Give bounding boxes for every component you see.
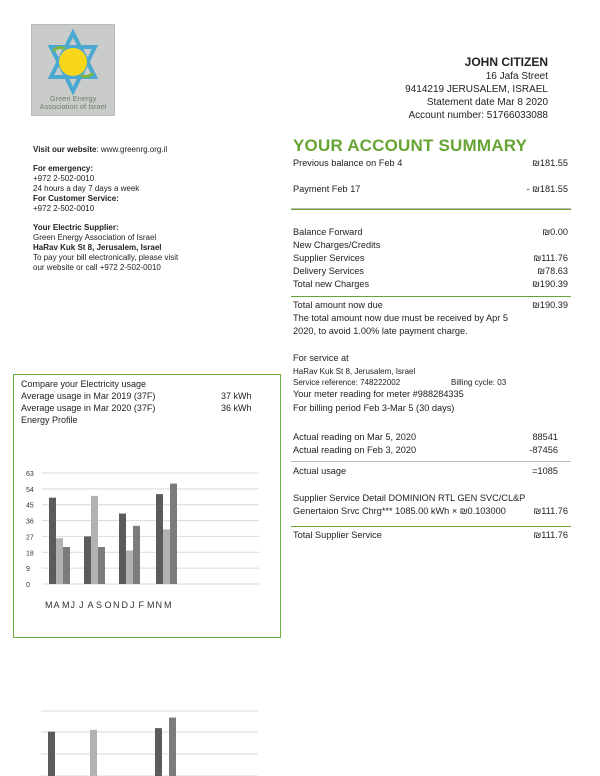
supplier-name: Green Energy Association of Israel [33, 233, 157, 242]
website-label: Visit our website [33, 145, 97, 154]
delivery-services-label: Delivery Services [293, 266, 364, 276]
usage-bar [155, 728, 162, 776]
total-supplier-amount: ₪111.76 [533, 530, 568, 540]
avg-2019-label: Average usage in Mar 2019 (37F) [21, 391, 156, 401]
usage-bar [163, 529, 170, 584]
y-tick-label: 36 [26, 518, 34, 526]
generation-charge-row [293, 505, 568, 517]
usage-bar [56, 538, 63, 584]
previous-balance-row [293, 157, 568, 169]
payment-label: Payment Feb 17 [293, 184, 361, 194]
actual-usage-row [293, 465, 568, 477]
billing-cycle: Billing cycle: 03 [451, 378, 507, 387]
usage-bar [84, 536, 91, 584]
pay-note-line1: To pay your bill electronically, please visit [33, 253, 179, 262]
previous-balance-amount: ₪181.55 [532, 158, 568, 168]
divider [291, 296, 571, 297]
usage-bar [48, 732, 55, 776]
usage-box-title: Compare your Electricity usage [21, 379, 147, 389]
customer-city: 9414219 JERUSALEM, ISRAEL [405, 84, 548, 95]
meter-reading-line: Your meter reading for meter #988284335 [293, 389, 464, 399]
customer-name: JOHN CITIZEN [464, 55, 548, 69]
logo-name-line1: Green Energy [49, 94, 97, 103]
usage-bar [126, 551, 133, 584]
service-reference: Service reference: 748222002 [293, 378, 401, 387]
energy-profile-chart [14, 465, 280, 625]
usage-bar [133, 526, 140, 584]
usage-bar [49, 498, 56, 584]
x-tick-label: M [62, 600, 70, 610]
x-tick-label: A [87, 600, 94, 610]
balance-forward-label: Balance Forward [293, 227, 363, 237]
total-supplier-label: Total Supplier Service [293, 530, 382, 540]
reading-mar-row [293, 431, 568, 443]
x-tick-label: J [70, 600, 75, 610]
usage-bar [119, 514, 126, 584]
new-charges-credits-row [293, 239, 568, 251]
website-link[interactable]: : www.greenrg.org.il [96, 145, 168, 154]
billing-period-line: For billing period Feb 3-Mar 5 (30 days) [293, 403, 455, 413]
energy-profile-chart-partial [13, 700, 279, 776]
company-logo [31, 24, 115, 116]
avg-2020-value: 36 kWh [221, 403, 252, 413]
y-tick-label: 0 [26, 582, 30, 589]
statement-date: Statement date Mar 8 2020 [426, 97, 548, 108]
x-tick-label: N [155, 600, 162, 610]
y-tick-label: 18 [26, 550, 34, 558]
total-due-amount: ₪190.39 [532, 300, 568, 310]
reading-feb-row [293, 444, 568, 456]
emergency-hours: 24 hours a day 7 days a week [33, 184, 140, 193]
x-tick-label: J [79, 600, 84, 610]
balance-forward-row [293, 226, 568, 238]
energy-profile-label: Energy Profile [21, 415, 78, 425]
y-tick-label: 45 [26, 502, 34, 510]
supplier-detail-line: Supplier Service Detail DOMINION RTL GEN SVC/CL&P [293, 493, 526, 503]
reading-feb-label: Actual reading on Feb 3, 2020 [293, 445, 417, 455]
generation-charge-amount: ₪111.76 [533, 506, 568, 516]
divider [291, 461, 571, 462]
divider [291, 526, 571, 527]
delivery-services-amount: ₪78.63 [537, 266, 568, 276]
total-new-charges-row [293, 278, 568, 290]
customer-block [405, 56, 548, 122]
x-tick-label: O [104, 600, 112, 610]
customer-street: 16 Jafa Street [485, 71, 548, 82]
customer-service-phone: +972 2-502-0010 [33, 204, 95, 213]
delivery-services-row [293, 265, 568, 277]
total-due-label: Total amount now due [293, 300, 383, 310]
supplier-services-amount: ₪111.76 [533, 253, 568, 263]
emergency-phone: +972 2-502-0010 [33, 174, 95, 183]
total-due-row [293, 299, 568, 311]
reading-feb-value: -87456 [529, 445, 558, 455]
x-tick-label: N [113, 600, 120, 610]
account-summary-title: YOUR ACCOUNT SUMMARY [293, 136, 528, 155]
x-tick-label: A [53, 600, 60, 610]
contact-info [33, 145, 263, 273]
pay-note-line2: our website or call +972 2-502-0010 [33, 263, 161, 272]
total-new-charges-label: Total new Charges [293, 279, 370, 289]
service-at-label: For service at [293, 353, 349, 363]
y-tick-label: 9 [26, 566, 30, 574]
customer-service-label: For Customer Service: [33, 194, 119, 203]
previous-balance-label: Previous balance on Feb 4 [293, 158, 403, 168]
usage-bar [169, 718, 176, 776]
usage-bar [156, 494, 163, 584]
usage-bar [90, 730, 97, 776]
total-new-charges-amount: ₪190.39 [532, 279, 568, 289]
due-note-line2: 2020, to avoid 1.00% late payment charge. [293, 326, 468, 336]
supplier-services-label: Supplier Services [293, 253, 365, 263]
avg-2020-label: Average usage in Mar 2020 (37F) [21, 403, 156, 413]
x-tick-label: M [164, 600, 172, 610]
account-number: Account number: 51766033088 [408, 110, 548, 121]
payment-amount: - ₪181.55 [526, 184, 568, 194]
generation-charge-label: Genertaion Srvc Chrg*** 1085.00 kWh × ₪0.103000 [293, 506, 506, 516]
payment-row [293, 183, 568, 195]
total-supplier-row [293, 529, 568, 541]
usage-bar [63, 547, 70, 584]
usage-bar [170, 484, 177, 584]
x-tick-label: M [147, 600, 155, 610]
actual-usage-label: Actual usage [293, 466, 347, 476]
x-tick-label: D [121, 600, 128, 610]
y-tick-label: 54 [26, 486, 34, 494]
service-address: HaRav Kuk St 8, Jerusalem, Israel [293, 367, 416, 376]
x-tick-label: M [45, 600, 53, 610]
supplier-services-row [293, 252, 568, 264]
reading-mar-label: Actual reading on Mar 5, 2020 [293, 432, 417, 442]
avg-2019-value: 37 kWh [221, 391, 252, 401]
y-tick-label: 63 [26, 471, 34, 478]
supplier-address: HaRav Kuk St 8, Jerusalem, Israel [33, 243, 162, 252]
new-charges-credits-label: New Charges/Credits [293, 240, 381, 250]
usage-comparison-box [13, 374, 281, 638]
divider [291, 209, 571, 210]
logo-name-line2: Association of Israel [39, 102, 107, 111]
usage-bar [98, 547, 105, 584]
supplier-label: Your Electric Supplier: [33, 223, 119, 232]
x-tick-label: S [96, 600, 103, 610]
due-note-line1: The total amount now due must be received by Apr 5 [293, 313, 509, 323]
usage-bar [91, 496, 98, 584]
reading-mar-value: 88541 [532, 432, 558, 442]
balance-forward-amount: ₪0.00 [542, 227, 568, 237]
emergency-label: For emergency: [33, 164, 94, 173]
y-tick-label: 27 [26, 534, 34, 542]
actual-usage-value: =1085 [532, 466, 558, 476]
x-tick-label: F [138, 600, 144, 610]
x-tick-label: J [130, 600, 135, 610]
